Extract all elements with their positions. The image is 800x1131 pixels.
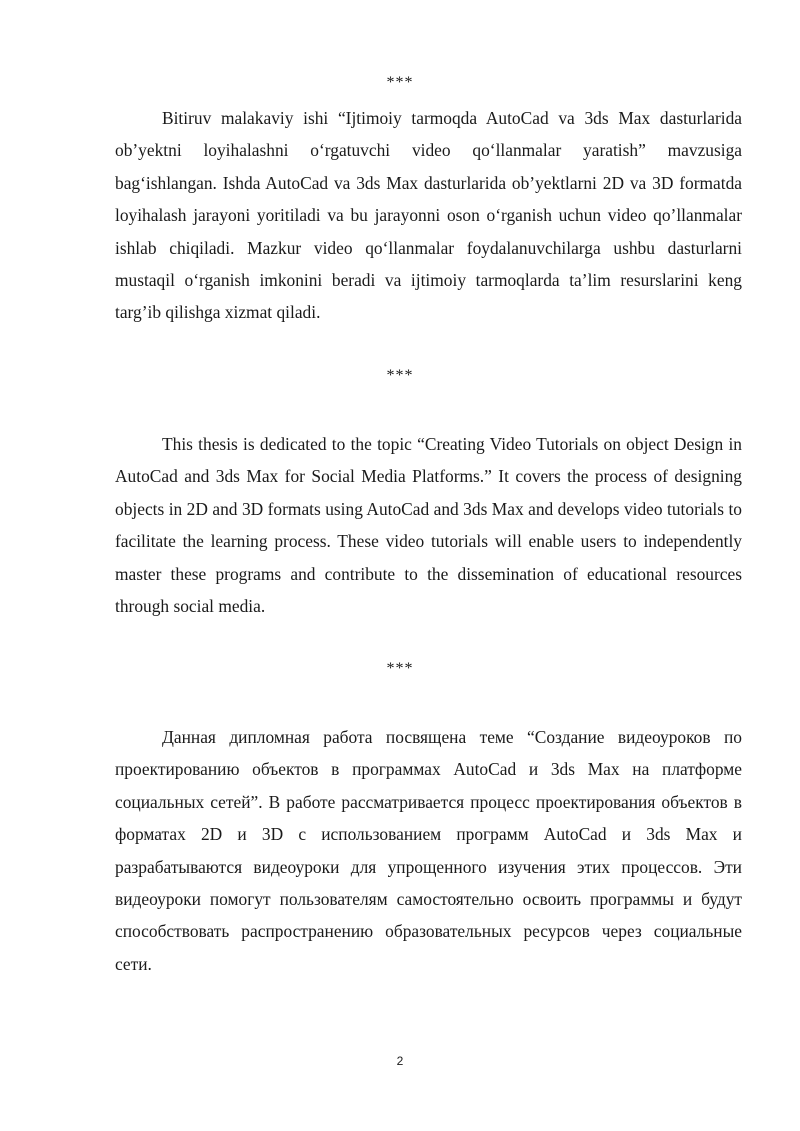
section-separator-uz: *** <box>386 74 414 91</box>
page-number: 2 <box>396 1054 404 1068</box>
abstract-paragraph-uz: Bitiruv malakaviy ishi “Ijtimoiy tarmoqda AutoCad va 3ds Max dasturlarida ob’yektni loyihalashni o‘rgatuvchi video qo‘llanmalar yaratish” mavzusiga bag‘ishlangan. Ishda AutoCad va 3ds Max dasturlarida ob’yektlarni 2D va 3D formatda loyihalash jarayoni yoritiladi va bu jarayonni oson o‘rganish uchun video qo’llanmalar ishlab chiqiladi. Mazkur video qo‘llanmalar foydalanuvchilarga ushbu dasturlarni mustaqil o‘rganish imkonini beradi va ijtimoiy tarmoqlarda ta’lim resurslarini keng targ’ib qilishga xizmat qiladi. <box>115 108 742 323</box>
section-separator-ru: *** <box>386 660 414 677</box>
abstract-paragraph-ru: Данная дипломная работа посвящена теме “Создание видеоуроков по проектированию объектов в программах AutoCad и 3ds Max на платформе социальных сетей”. В работе рассматривается процесс проектирования объектов в форматах 2D и 3D с использованием программ AutoCad и 3ds Max и разрабатываются видеоуроки для упрощенного изучения этих процессов. Эти видеоуроки помогут пользователям самостоятельно освоить программы и будут способствовать распространению образовательных ресурсов через социальные сети. <box>115 727 742 974</box>
section-separator-en: *** <box>386 367 414 384</box>
abstract-paragraph-en: This thesis is dedicated to the topic “Creating Video Tutorials on object Design in AutoCad and 3ds Max for Social Media Platforms.” It covers the process of designing objects in 2D and 3D formats using AutoCad and 3ds Max and develops video tutorials to facilitate the learning process. These video tutorials will enable users to independently master these programs and contribute to the dissemination of educational resources through social media. <box>115 434 742 617</box>
